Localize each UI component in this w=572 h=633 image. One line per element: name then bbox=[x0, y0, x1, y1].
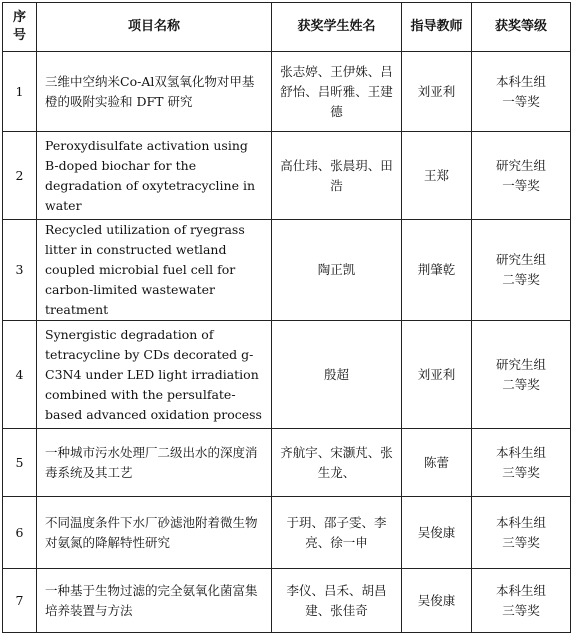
row-level: 本科生组三等奖 bbox=[472, 429, 571, 497]
row-no: 7 bbox=[3, 569, 37, 633]
row-no: 1 bbox=[3, 52, 37, 132]
table-row bbox=[3, 497, 571, 569]
row-no: 6 bbox=[3, 497, 37, 569]
header-project: 项目名称 bbox=[37, 3, 272, 52]
row-teacher: 王郑 bbox=[402, 132, 472, 220]
header-level: 获奖等级 bbox=[472, 3, 571, 52]
row-project: 一种城市污水处理厂二级出水的深度消毒系统及其工艺 bbox=[37, 429, 272, 497]
row-level: 本科生组三等奖 bbox=[472, 497, 571, 569]
awards-table bbox=[2, 2, 571, 633]
row-teacher: 陈蕾 bbox=[402, 429, 472, 497]
row-students: 于玥、邵子雯、李亮、徐一申 bbox=[272, 497, 402, 569]
row-students: 殷超 bbox=[272, 321, 402, 429]
row-students: 齐航宇、宋灏芃、张生龙、 bbox=[272, 429, 402, 497]
row-level: 研究生组二等奖 bbox=[472, 220, 571, 321]
table-row bbox=[3, 321, 571, 429]
row-students: 李仪、吕禾、胡昌建、张佳奇 bbox=[272, 569, 402, 633]
row-students: 陶正凯 bbox=[272, 220, 402, 321]
table-header-row bbox=[3, 3, 571, 52]
table-row bbox=[3, 220, 571, 321]
table-row bbox=[3, 569, 571, 633]
row-project: 不同温度条件下水厂砂滤池附着微生物对氨氮的降解特性研究 bbox=[37, 497, 272, 569]
table-row bbox=[3, 52, 571, 132]
row-students: 高仕玮、张晨玥、田浩 bbox=[272, 132, 402, 220]
row-project: Synergistic degradation of tetracycline by CDs decorated g-C3N4 under LED light irradiation combined with the persulfate-based advanced oxidation process bbox=[37, 321, 272, 429]
row-project: 三维中空纳米Co-Al双氢氧化物对甲基橙的吸附实验和 DFT 研究 bbox=[37, 52, 272, 132]
row-no: 4 bbox=[3, 321, 37, 429]
row-teacher: 刘亚利 bbox=[402, 52, 472, 132]
row-no: 3 bbox=[3, 220, 37, 321]
row-students: 张志婷、王伊姝、吕舒怡、吕昕雅、王建德 bbox=[272, 52, 402, 132]
header-teacher: 指导教师 bbox=[402, 3, 472, 52]
row-teacher: 荆肇乾 bbox=[402, 220, 472, 321]
row-teacher: 吴俊康 bbox=[402, 497, 472, 569]
row-level: 研究生组一等奖 bbox=[472, 132, 571, 220]
row-level: 研究生组二等奖 bbox=[472, 321, 571, 429]
row-no: 2 bbox=[3, 132, 37, 220]
row-no: 5 bbox=[3, 429, 37, 497]
row-teacher: 吴俊康 bbox=[402, 569, 472, 633]
header-students: 获奖学生姓名 bbox=[272, 3, 402, 52]
row-project: 一种基于生物过滤的完全氨氧化菌富集培养装置与方法 bbox=[37, 569, 272, 633]
row-teacher: 刘亚利 bbox=[402, 321, 472, 429]
row-project: Recycled utilization of ryegrass litter in constructed wetland coupled microbial fuel cell for carbon-limited wastewater treatment bbox=[37, 220, 272, 321]
table-row bbox=[3, 132, 571, 220]
row-project: Peroxydisulfate activation using B-doped biochar for the degradation of oxytetracycline in water bbox=[37, 132, 272, 220]
row-level: 本科生组一等奖 bbox=[472, 52, 571, 132]
header-no: 序号 bbox=[3, 3, 37, 52]
row-level: 本科生组三等奖 bbox=[472, 569, 571, 633]
table-row bbox=[3, 429, 571, 497]
